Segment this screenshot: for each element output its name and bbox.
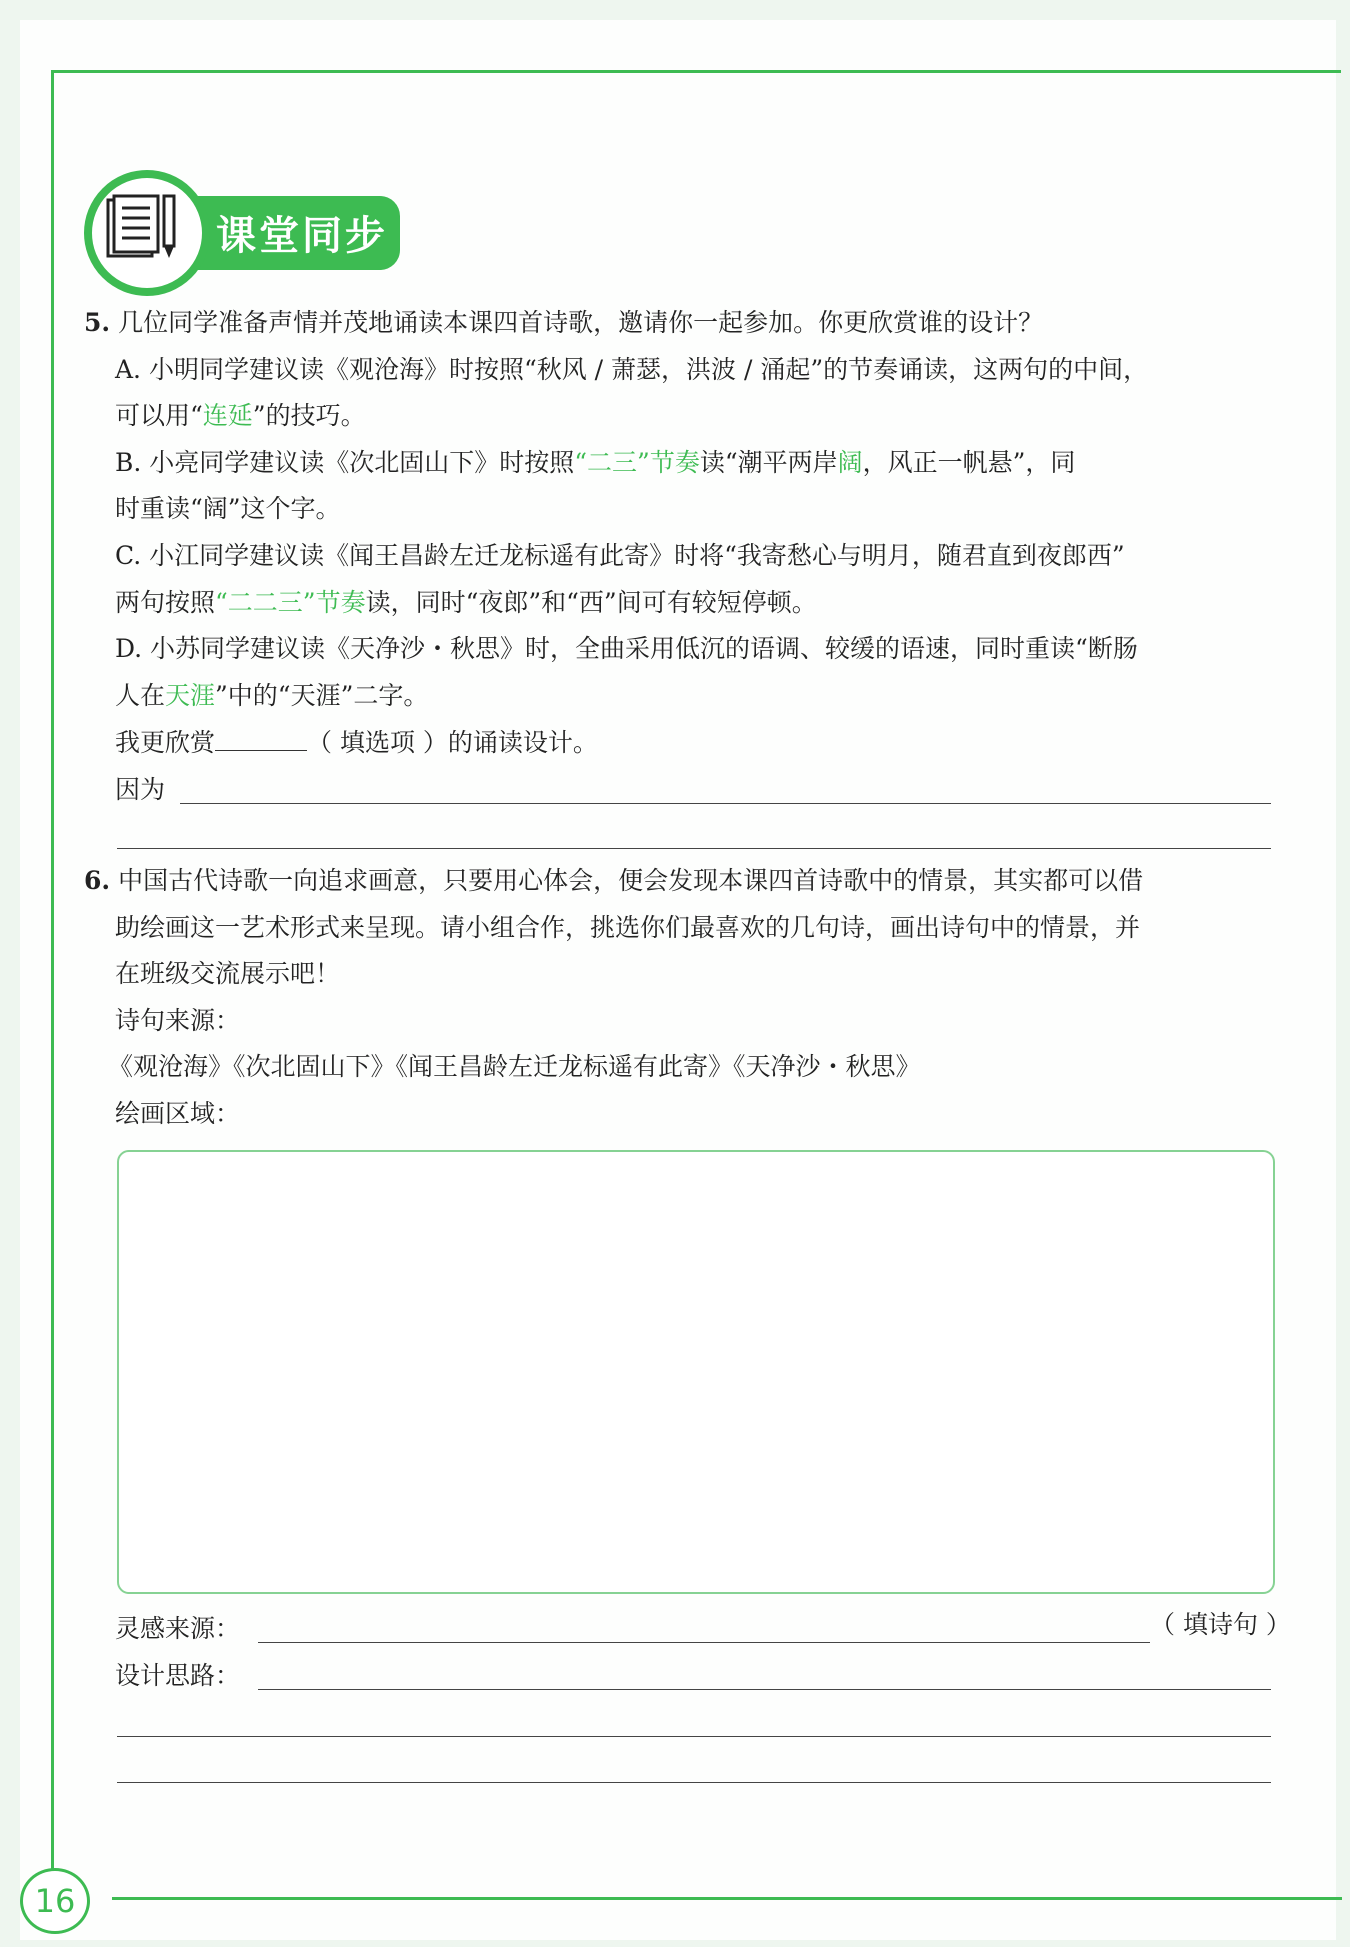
q5-option-a-line2: 可以用“连延”的技巧。 [115, 401, 366, 430]
page-number: 16 [20, 1868, 90, 1934]
design-answer-line-3[interactable] [117, 1782, 1271, 1783]
q6-drawing-label: 绘画区域： [115, 1099, 241, 1128]
q6-source-label: 诗句来源： [115, 1006, 241, 1035]
q6-inspiration-label: 灵感来源： [115, 1614, 241, 1643]
q5-option-a-line1: A. 小明同学建议读《观沧海》时按照“秋风 / 萧瑟，洪波 / 涌起”的节奏诵读，这两句的中间， [115, 355, 1149, 384]
frame-bottom-border [112, 1897, 1342, 1900]
q6-line2: 助绘画这一艺术形式来呈现。请小组合作，挑选你们最喜欢的几句诗，画出诗句中的情景，并 [115, 913, 1141, 942]
q5-prefer-line: 我更欣赏 （ 填选项 ）的诵读设计。 [115, 720, 598, 766]
section-icon-circle [84, 170, 210, 296]
q5-because-label: 因为 [115, 775, 166, 804]
because-answer-line-2[interactable] [117, 848, 1271, 849]
frame-top-border [51, 70, 1341, 73]
q6-line3: 在班级交流展示吧！ [115, 959, 341, 988]
q5-option-b-line2: 时重读“阔”这个字。 [115, 494, 341, 523]
q6-inspiration-hint: （ 填诗句 ） [1150, 1610, 1291, 1639]
design-answer-line-2[interactable] [117, 1736, 1271, 1737]
book-pencil-icon [104, 192, 182, 266]
frame-left-border [51, 70, 54, 1882]
choice-blank[interactable] [215, 722, 307, 751]
because-answer-line-1[interactable] [180, 803, 1271, 804]
q6-source-list: 《观沧海》《次北固山下》《闻王昌龄左迁龙标遥有此寄》《天净沙・秋思》 [108, 1052, 921, 1081]
section-badge [84, 170, 400, 296]
q5-option-d-line2: 人在天涯”中的“天涯”二字。 [115, 681, 429, 710]
drawing-area[interactable] [117, 1150, 1275, 1594]
q5-option-c-line1: C. 小江同学建议读《闻王昌龄左迁龙标遥有此寄》时将“我寄愁心与明月，随君直到夜郎西” [115, 541, 1125, 570]
design-answer-line-1[interactable] [258, 1689, 1271, 1690]
q5-stem: 5. 几位同学准备声情并茂地诵读本课四首诗歌，邀请你一起参加。你更欣赏谁的设计？ [84, 308, 1044, 337]
q6-design-label: 设计思路： [115, 1661, 241, 1690]
section-title: 课堂同步 [216, 213, 388, 259]
inspiration-answer-line[interactable] [258, 1642, 1150, 1643]
q5-option-d-line1: D. 小苏同学建议读《天净沙・秋思》时，全曲采用低沉的语调、较缓的语速，同时重读“断肠 [115, 634, 1138, 663]
q6-line1: 6. 中国古代诗歌一向追求画意，只要用心体会，便会发现本课四首诗歌中的情景，其实都可以借 [84, 866, 1144, 895]
q5-option-c-line2: 两句按照“二二三”节奏读，同时“夜郎”和“西”间可有较短停顿。 [115, 588, 817, 617]
q5-option-b-line1: B. 小亮同学建议读《次北固山下》时按照“二三”节奏读“潮平两岸阔，风正一帆悬”，同 [115, 448, 1076, 477]
